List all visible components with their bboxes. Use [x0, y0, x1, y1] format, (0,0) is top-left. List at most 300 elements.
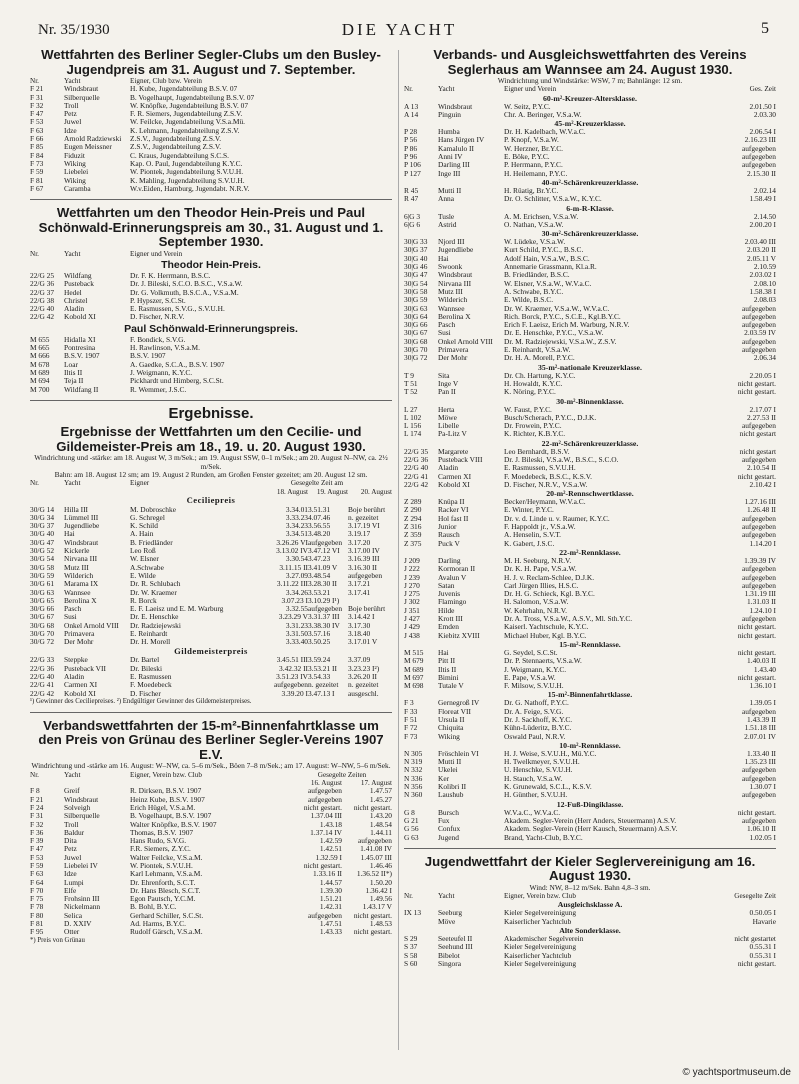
table-row — [404, 388, 776, 396]
table-cell: F. Bondick, S.V.G. — [130, 335, 186, 344]
table-cell: C. Kraus, Jugendabteilung S.C.S. — [130, 151, 229, 160]
table-cell: 3.47.12 VI — [308, 547, 340, 556]
table-cell: 2.07.01 IV — [744, 732, 776, 741]
table-row — [30, 118, 392, 126]
table-cell: Darling III — [438, 161, 470, 170]
table-row — [404, 557, 776, 565]
table-cell: F 81 — [30, 920, 44, 929]
table-cell: J 438 — [404, 631, 420, 640]
table-cell: Kaiserlicher Yachtclub — [504, 917, 572, 926]
table-cell: A. Schwabe, B.Y.C. — [504, 287, 564, 296]
table-cell: Troll — [64, 820, 79, 829]
table-cell: Seeteufel II — [438, 935, 473, 944]
table-cell: Kobold XI — [64, 689, 96, 698]
table-cell: F 53 — [30, 853, 44, 862]
table-cell: n. gezeitet — [348, 513, 379, 522]
table-cell: 2.01.50 I — [749, 102, 776, 111]
table-cell: E. Rasmussen, S.V.G., S.V.U.H. — [130, 305, 225, 314]
table-cell: Eugen Meissner — [64, 143, 112, 152]
table-cell: Becker/Heymann, W.V.a.C. — [504, 498, 586, 507]
table-cell: F.R. Siemers, Z.Y.C. — [130, 845, 191, 854]
table-cell: nicht gestart. — [303, 803, 342, 812]
table-cell: 1.49.56 — [369, 895, 392, 904]
table-cell: 3.42.32 II — [279, 664, 308, 673]
table-row — [30, 589, 392, 597]
table-cell: 30/G 37 — [30, 522, 55, 531]
table-cell: 1.43.17 V — [362, 903, 392, 912]
table-cell: Elfe — [64, 886, 77, 895]
table-row — [30, 665, 392, 673]
table-cell: 2.27.53 II — [747, 413, 776, 422]
table-cell: P 106 — [404, 161, 421, 170]
table-cell: D. XXIV — [64, 920, 92, 929]
table-cell: 1.14.20 I — [749, 539, 776, 548]
table-cell: W. Elsner — [130, 555, 159, 564]
class-heading: 22-m²-Schärenkreuzerklasse. — [541, 438, 639, 448]
table-row — [404, 623, 776, 631]
table-cell: 3.17.20 — [348, 538, 371, 547]
table-cell: 1.02.05 I — [749, 833, 776, 842]
table-cell: P 96 — [404, 153, 418, 162]
table-cell: Michael Huber, Kgl. B.Y.C. — [504, 631, 587, 640]
table-cell: 3.26.20 II — [348, 673, 377, 682]
table-row — [30, 289, 392, 297]
wannsee-section — [404, 48, 776, 842]
table-row — [404, 809, 776, 817]
class-heading: Alte Sonderklasse. — [559, 926, 621, 936]
table-cell: 3.33.40 — [285, 638, 308, 647]
table-cell: 1.43.20 — [369, 812, 392, 821]
table-row — [404, 430, 776, 438]
table-cell: nicht gestart — [739, 430, 776, 439]
table-cell: 30/G 14 — [30, 505, 55, 514]
table-cell: Berolina X — [64, 596, 97, 605]
class-heading: 6-m-R-Klasse. — [566, 203, 614, 213]
table-cell: Mutti II — [438, 186, 462, 195]
table-cell: P 127 — [404, 169, 421, 178]
table-cell: Confux — [438, 825, 461, 834]
table-cell: Windsbraut — [438, 271, 473, 280]
kiel-title: Jugendwettfahrt der Kieler Seglervereinigung am 16. August 1930. — [424, 853, 756, 884]
table-cell: Dr. G. Volkmuth, B.S.C.A., V.S.a.M. — [130, 288, 239, 297]
table-cell: M 655 — [30, 335, 50, 344]
table-cell: Carmen XI — [438, 472, 472, 481]
class-heading: 30-m²-Binnenklasse. — [556, 396, 624, 406]
table-cell: 3.11.22 III — [276, 580, 308, 589]
table-cell: D. Fischer — [130, 689, 161, 698]
column-divider — [398, 50, 399, 1050]
table-cell: Pasch — [438, 321, 456, 330]
table-cell: 2.08.03 — [753, 296, 776, 305]
table-cell: Kurt Schild, P.Y.C., B.S.C. — [504, 246, 584, 255]
table-cell: F 21 — [30, 85, 44, 94]
table-cell: Dr. H. Kadelbach, W.V.a.C. — [504, 128, 586, 137]
table-row — [30, 168, 392, 176]
table-cell: 1.41.08 IV — [360, 845, 392, 854]
table-cell: Bimini — [438, 673, 459, 682]
table-cell: 3.16.39 III — [348, 555, 380, 564]
table-row — [404, 346, 776, 354]
table-cell: 3.23.29 V — [278, 613, 308, 622]
table-cell: L 156 — [404, 422, 422, 431]
table-cell: 3.16.30 II — [348, 563, 377, 572]
table-cell: 22/G 33 — [30, 656, 55, 665]
table-cell: Greif — [64, 787, 80, 796]
table-cell: nicht gestart. — [737, 959, 776, 968]
table-cell: 1.43.39 II — [747, 716, 776, 724]
table-cell: Kolibri II — [438, 783, 467, 792]
table-cell: Pontresina — [64, 344, 96, 353]
table-cell: Kaiserl. Yachtschule, K.Y.C. — [504, 623, 589, 632]
table-cell: F 73 — [404, 732, 418, 741]
table-cell: 1.32.59 I — [315, 853, 342, 862]
table-cell: Nickelmann — [64, 903, 101, 912]
table-cell: Hedel — [64, 288, 82, 297]
table-row — [404, 305, 776, 313]
table-cell: J. Weigmann, K.Y.C. — [130, 368, 193, 377]
table-cell: F 80 — [30, 911, 44, 920]
table-cell: Wiking — [64, 159, 86, 168]
table-cell: nicht gestart. — [303, 861, 342, 870]
wannsee-colhead: Nr. Yacht Eigner und Verein Ges. Zeit — [404, 85, 776, 94]
table-row — [30, 102, 392, 110]
table-cell: 1.37.04 III — [310, 812, 342, 821]
table-cell: 30|G 59 — [404, 296, 428, 305]
table-cell: Silberquelle — [64, 812, 100, 821]
table-row — [30, 369, 392, 377]
table-cell: H. Rawlinson, V.S.a.M. — [130, 344, 200, 353]
table-cell: Dr. M. Radziejewski, V.S.a.W., Z.S.V. — [504, 337, 617, 346]
table-row — [404, 918, 776, 926]
table-cell: Dita — [64, 837, 77, 846]
table-cell: Kormoran II — [438, 565, 476, 574]
table-cell: Dr. Ehrenforth, S.C.T. — [130, 878, 196, 887]
table-row — [404, 296, 776, 304]
table-cell: aufgegeben — [741, 791, 776, 800]
table-cell: Mutti II — [438, 758, 462, 767]
table-cell: 3.31.23 — [285, 621, 308, 630]
table-cell: W. Faust, P.Y.C. — [504, 405, 552, 414]
table-cell: Der Mohr — [438, 354, 468, 363]
table-cell: Wilderich — [64, 571, 94, 580]
vbw-footnote: *) Preis von Grünau — [30, 936, 85, 944]
table-cell: Dr. H. A. Morell, P.Y.C. — [504, 354, 575, 363]
table-cell: F 63 — [30, 126, 44, 135]
table-cell: nicht gestart. — [737, 673, 776, 682]
right-column — [404, 48, 776, 1058]
table-cell: Jugendliebe — [64, 522, 100, 531]
table-cell: Floreat VII — [438, 707, 471, 716]
table-cell: M 697 — [404, 673, 424, 682]
table-cell: 3.47.23 — [308, 555, 331, 564]
table-cell: aufgegeben — [741, 531, 776, 540]
table-row — [30, 506, 392, 514]
page-header — [0, 8, 799, 42]
table-cell: 30|G 58 — [404, 287, 428, 296]
table-cell: F 53 — [30, 118, 44, 127]
table-cell: F 3 — [404, 699, 414, 708]
table-cell: Steppke — [64, 656, 88, 665]
table-cell: Dr. J. Bileski, S.C.O. B.S.C., V.S.a.W. — [130, 280, 243, 289]
table-cell: 30|G 64 — [404, 312, 428, 321]
table-row — [404, 758, 776, 766]
table-cell: Liebelei IV — [64, 861, 98, 870]
table-cell: Windsbraut — [64, 85, 99, 94]
table-cell: aufgegeben — [741, 161, 776, 170]
table-cell: 2.05.11 V — [747, 254, 776, 263]
vbw-wind: Windrichtung und -stärke am 16. August: W–NW, ca. 5–6 m/Sek., Böen 7–8 m/Sek.; am 17. August: W–NW, 5–6 m/Sek. — [31, 761, 391, 771]
table-cell: F 21 — [30, 795, 44, 804]
cecilie-wind: Windrichtung und -stärke: am 18. August W, 3 m/Sek.; am 19. August SSW, 0–1 m/Sek.; am 20. August N–NW, ca. 2½ m/Sek. — [34, 453, 388, 471]
table-row — [30, 386, 392, 394]
table-row — [404, 515, 776, 523]
table-cell: Singora — [438, 959, 461, 968]
table-cell: R. Wemmer, J.S.C. — [130, 385, 187, 394]
table-cell: Otter — [64, 928, 80, 937]
table-cell: 1.45.07 III — [360, 853, 392, 862]
table-cell: Laushub — [438, 791, 464, 800]
table-cell: 22/G 42 — [30, 689, 55, 698]
table-row — [404, 414, 776, 422]
table-cell: 30/G 47 — [30, 538, 55, 547]
table-cell: Oswald Paul, N.R.V. — [504, 732, 566, 741]
table-row — [404, 657, 776, 665]
table-cell: 3.33.23 — [285, 513, 308, 522]
table-cell: 3.11.15 II — [279, 563, 308, 572]
table-cell: 1.51.18 III — [744, 724, 776, 733]
vbw-table — [30, 787, 392, 936]
table-cell: H. Kube, Jugendabteilung B.S.V. 07 — [130, 85, 238, 94]
table-cell: 1.43.40 — [753, 665, 776, 674]
cecilie-title: Ergebnisse der Wettfahrten um den Cecilie- und Gildemeister-Preis am 18., 19. u. 20. August 1930. — [56, 424, 366, 454]
table-cell: Avalun V — [438, 573, 467, 582]
table-cell: F 32 — [30, 820, 44, 829]
table-row — [30, 854, 392, 862]
table-cell: aufgegeben — [307, 911, 342, 920]
hein-title: Wettfahrten um den Theodor Hein-Preis und Paul Schönwald-Erinnerungspreis am 30., 31. August und 1. September 1930. — [38, 205, 384, 250]
table-cell: E. F. Laeisz und E. M. Warburg — [130, 605, 224, 614]
table-cell: B. Vogelhaupt, Jugendabteilung B.S.V. 07 — [130, 93, 255, 102]
table-row — [30, 313, 392, 321]
table-cell: T 52 — [404, 388, 418, 397]
table-cell: Seeburg — [438, 909, 463, 918]
table-row — [404, 615, 776, 623]
table-cell: F 72 — [404, 724, 418, 733]
table-cell: Ursula II — [438, 716, 465, 724]
table-row — [404, 817, 776, 825]
table-cell: Astrid — [438, 220, 457, 229]
table-cell: Lümmel III — [64, 513, 99, 522]
table-cell: aufgegeben — [741, 144, 776, 153]
table-cell: Dr. R. Schlubach — [130, 580, 181, 589]
table-cell: F 32 — [30, 101, 44, 110]
table-cell: 3.07.23 I — [281, 596, 308, 605]
table-cell: Racker VI — [438, 506, 469, 515]
table-cell: Onkel Arnold VIII — [438, 337, 493, 346]
table-cell: 1.33.16 II — [313, 870, 342, 879]
table-cell: 3.17.01 V — [348, 638, 378, 647]
table-cell: Kobold XI — [64, 313, 96, 322]
table-cell: M 678 — [30, 360, 50, 369]
table-cell: Z.S.V., Jugendabteilung Z.S.V. — [130, 143, 222, 152]
table-row — [404, 582, 776, 590]
table-cell: F. Happoldt jr., V.S.a.W. — [504, 523, 576, 532]
table-cell: B.S.V. 1907 — [64, 352, 100, 361]
table-cell: 4.07.46 — [308, 513, 331, 522]
table-row — [404, 775, 776, 783]
table-cell: Susi — [64, 613, 77, 622]
table-row — [30, 812, 392, 820]
table-cell: 3.28.30 II — [308, 580, 337, 589]
table-row — [404, 498, 776, 506]
class-heading: 45-m²-Kreuzerklasse. — [554, 119, 626, 129]
table-cell: A. Henselin, S.V.T. — [504, 531, 562, 540]
table-cell: N 336 — [404, 774, 423, 783]
table-cell: 3.26.26 VI — [276, 538, 308, 547]
cecilie-footnote: ¹) Gewinner des Ceciliepreises. ²) Endgültiger Gewinner des Gildemeisterpreises. — [30, 697, 252, 705]
table-cell: W. Kehrhahn, N.R.V. — [504, 606, 568, 615]
table-cell: 2.03.20 II — [747, 246, 776, 255]
table-row — [404, 783, 776, 791]
table-cell: Liebelei — [64, 168, 89, 177]
table-row — [30, 597, 392, 605]
table-cell: Anna — [438, 195, 455, 204]
table-cell: J 427 — [404, 615, 420, 624]
table-cell: Bibelot — [438, 951, 460, 960]
table-cell: Berolina X — [438, 312, 471, 321]
table-cell: 30/G 59 — [30, 571, 55, 580]
table-cell: 3.48.54 — [308, 571, 331, 580]
table-cell: Kickerle — [64, 547, 90, 556]
table-cell: 3.51.31 — [308, 505, 331, 514]
table-row — [404, 943, 776, 951]
table-cell: Wiking — [438, 732, 460, 741]
table-cell: 1.27.16 III — [744, 498, 776, 507]
table-cell: S 58 — [404, 951, 418, 960]
table-cell: Dr. Bileski — [130, 664, 163, 673]
table-cell: B. Vogelhaupt, B.S.V. 1907 — [130, 812, 212, 821]
table-cell: F. R. Siemers, Jugendabteilung Z.S.V. — [130, 110, 243, 119]
table-cell: Troll — [64, 101, 79, 110]
table-cell: H. Heilemann, P.Y.C. — [504, 169, 568, 178]
table-cell: Rudolf Gärsch, V.S.a.M. — [130, 928, 203, 937]
issue-number: Nr. 35/1930 — [38, 22, 110, 38]
table-cell: Dr. W. Kraemer — [130, 588, 177, 597]
table-cell: Iltis II — [64, 368, 83, 377]
kiel-wind: Wind: NW, 8–12 m/Sek. Bahn 4,8–3 sm. — [529, 882, 651, 892]
table-row — [404, 649, 776, 657]
ergebnisse-heading: Ergebnisse. — [168, 404, 254, 422]
table-cell: 2.20.05 I — [749, 371, 776, 380]
table-row — [404, 456, 776, 464]
table-cell: G. Seydel, S.C.St. — [504, 648, 558, 657]
table-cell: 22/G 41 — [404, 472, 429, 481]
table-cell: nicht gestart. — [737, 472, 776, 481]
table-cell: W. Feilcke, Jugendabteilung V.S.a.Mü. — [130, 118, 246, 127]
table-row — [404, 288, 776, 296]
table-cell: Windsbraut — [64, 795, 99, 804]
table-cell: Margarete — [438, 447, 469, 456]
table-row — [30, 690, 392, 698]
table-cell: aufgegeben — [741, 321, 776, 330]
table-cell: 3.34.51 — [285, 530, 308, 539]
table-cell: 30|G 68 — [404, 337, 428, 346]
table-cell: Mutz III — [438, 287, 463, 296]
table-cell: 30|G 54 — [404, 279, 428, 288]
table-cell: J 429 — [404, 623, 420, 632]
table-cell: 22/G 40 — [404, 464, 429, 473]
table-row — [404, 221, 776, 229]
table-cell: R 47 — [404, 195, 419, 204]
table-cell: D. Fischer, N.R.V. — [130, 313, 185, 322]
table-cell: 3.37.09 — [348, 656, 371, 665]
table-cell: 1.36.42 I — [365, 886, 392, 895]
table-cell: Akademischer Segelverein — [504, 935, 584, 944]
table-cell: D. Fischer, N.R.V., V.S.a.W. — [504, 480, 588, 489]
bsc-table — [30, 85, 392, 193]
table-cell: aufgegeben — [273, 681, 308, 690]
table-row — [404, 329, 776, 337]
table-cell: Hilla III — [64, 505, 89, 514]
table-cell: Boje berührt — [348, 605, 386, 614]
bsc-section — [30, 48, 392, 193]
table-cell: F. Moedebeck — [130, 681, 172, 690]
table-row — [404, 682, 776, 690]
table-cell: M 694 — [30, 377, 50, 386]
table-cell: aufgegeben — [741, 774, 776, 783]
table-cell: Knüpa II — [438, 498, 465, 507]
table-cell: 3.45.51 III — [276, 656, 308, 665]
table-row — [404, 632, 776, 640]
table-cell: Idze — [64, 126, 77, 135]
table-cell: F 84 — [30, 151, 44, 160]
table-row — [30, 152, 392, 160]
table-cell: Tutale V — [438, 682, 464, 691]
hein-subtitle-1: Theodor Hein-Preis. — [161, 258, 261, 271]
hein-table-1 — [30, 272, 392, 322]
table-cell: Dr. Hans Blesch, S.C.T. — [130, 886, 201, 895]
table-cell: 1.43.33 — [319, 928, 342, 937]
table-cell: 3.31.50 — [285, 630, 308, 639]
table-row — [30, 361, 392, 369]
table-cell: G 21 — [404, 816, 419, 825]
table-cell: Onkel Arnold VIII — [64, 621, 119, 630]
table-row — [404, 909, 776, 917]
table-cell: Der Mohr — [64, 638, 94, 647]
table-cell: Z 316 — [404, 523, 422, 532]
wannsee-table — [404, 94, 776, 842]
table-row — [30, 928, 392, 936]
table-cell: Akadem. Segler-Verein (Herr Anders, Steuermann) A.S.V. — [504, 816, 677, 825]
table-cell: aufgegeben — [308, 538, 343, 547]
table-cell: W. Herzner, Br.Y.C. — [504, 144, 564, 153]
table-cell: E. Rasmussen, S.V.U.H. — [504, 464, 576, 473]
table-cell: 2.06.54 I — [749, 128, 776, 137]
table-cell: nicht gestart. — [737, 631, 776, 640]
table-cell: 1.30.07 I — [749, 783, 776, 792]
table-cell: IX 13 — [404, 909, 422, 918]
page-number: 5 — [761, 20, 769, 37]
table-cell: F 33 — [404, 707, 418, 716]
table-row — [404, 674, 776, 682]
table-cell — [404, 918, 438, 926]
table-row — [404, 280, 776, 288]
table-row — [30, 895, 392, 903]
table-cell: 3.56.55 — [308, 522, 331, 531]
table-cell: F 63 — [30, 870, 44, 879]
table-cell: Njord III — [438, 238, 465, 247]
table-row — [404, 406, 776, 414]
